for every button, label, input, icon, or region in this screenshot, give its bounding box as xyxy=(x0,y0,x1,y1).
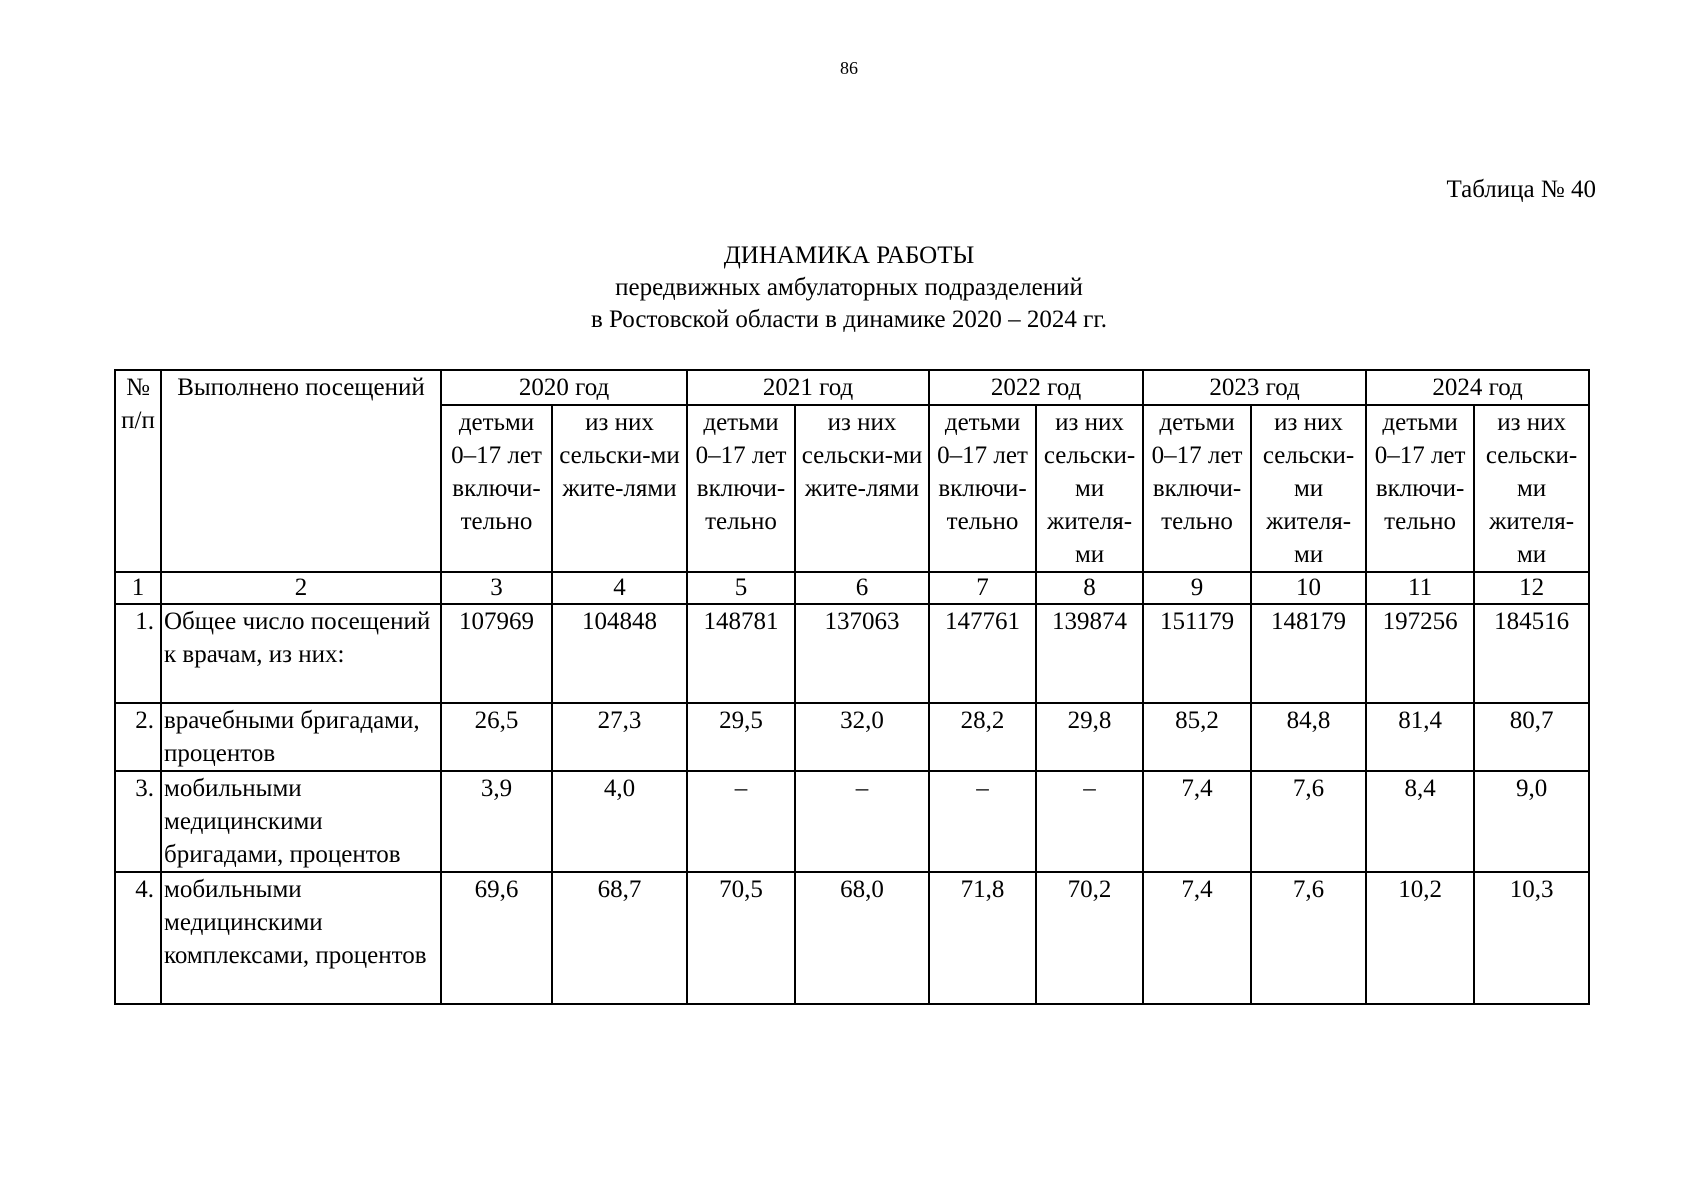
cell-value: 107969 xyxy=(441,604,552,703)
cell-value: 29,5 xyxy=(687,703,795,771)
cell-value: – xyxy=(929,771,1036,872)
row-number: 3. xyxy=(115,771,161,872)
cell-value: 26,5 xyxy=(441,703,552,771)
cell-value: 27,3 xyxy=(552,703,687,771)
column-number: 1 xyxy=(115,572,161,604)
cell-value: 7,6 xyxy=(1251,771,1366,872)
row-label: врачебными бригадами, процентов xyxy=(161,703,441,771)
cell-value: 7,4 xyxy=(1143,771,1251,872)
title-main: ДИНАМИКА РАБОТЫ xyxy=(723,242,975,269)
header-row-years xyxy=(115,370,1589,405)
table-row xyxy=(115,872,1589,1004)
cell-value: 29,8 xyxy=(1036,703,1143,771)
column-numbers-row xyxy=(115,572,1589,604)
cell-value: 8,4 xyxy=(1366,771,1474,872)
cell-value: 197256 xyxy=(1366,604,1474,703)
table-row xyxy=(115,703,1589,771)
cell-value: 70,2 xyxy=(1036,872,1143,1004)
cell-value: 7,6 xyxy=(1251,872,1366,1004)
cell-value: 68,7 xyxy=(552,872,687,1004)
column-number: 8 xyxy=(1036,572,1143,604)
cell-value: – xyxy=(1036,771,1143,872)
cell-value: 32,0 xyxy=(795,703,929,771)
table-label: Таблица № 40 xyxy=(1446,176,1596,203)
cell-value: 139874 xyxy=(1036,604,1143,703)
row-label: мобильными медицинскими бригадами, процентов xyxy=(161,771,441,872)
column-number: 6 xyxy=(795,572,929,604)
header-rural-2023: из них сельски-ми жителя-ми xyxy=(1251,405,1366,572)
header-year-2021: 2021 год xyxy=(687,370,929,405)
title-subtitle-line-2: в Ростовской области в динамике 2020 – 2024 гг. xyxy=(590,306,1108,333)
cell-value: 3,9 xyxy=(441,771,552,872)
data-table xyxy=(114,369,1590,1005)
header-year-2024: 2024 год xyxy=(1366,370,1589,405)
cell-value: – xyxy=(687,771,795,872)
cell-value: 10,2 xyxy=(1366,872,1474,1004)
cell-value: 137063 xyxy=(795,604,929,703)
header-rural-2024: из них сельски-ми жителя-ми xyxy=(1474,405,1589,572)
cell-value: 80,7 xyxy=(1474,703,1589,771)
cell-value: – xyxy=(795,771,929,872)
header-children-2021: детьми 0–17 лет включи-тельно xyxy=(687,405,795,572)
row-label: Общее число посещений к врачам, из них: xyxy=(161,604,441,703)
column-number: 9 xyxy=(1143,572,1251,604)
cell-value: 4,0 xyxy=(552,771,687,872)
header-no: № п/п xyxy=(115,370,161,572)
cell-value: 148179 xyxy=(1251,604,1366,703)
cell-value: 81,4 xyxy=(1366,703,1474,771)
cell-value: 28,2 xyxy=(929,703,1036,771)
column-number: 7 xyxy=(929,572,1036,604)
cell-value: 151179 xyxy=(1143,604,1251,703)
cell-value: 71,8 xyxy=(929,872,1036,1004)
header-rural-2022: из них сельски-ми жителя-ми xyxy=(1036,405,1143,572)
cell-value: 104848 xyxy=(552,604,687,703)
cell-value: 184516 xyxy=(1474,604,1589,703)
page-number: 86 xyxy=(840,58,858,78)
cell-value: 7,4 xyxy=(1143,872,1251,1004)
row-label: мобильными медицинскими комплексами, процентов xyxy=(161,872,441,1004)
cell-value: 68,0 xyxy=(795,872,929,1004)
table-row xyxy=(115,604,1589,703)
header-year-2020: 2020 год xyxy=(441,370,687,405)
table-row xyxy=(115,771,1589,872)
row-number: 4. xyxy=(115,872,161,1004)
column-number: 3 xyxy=(441,572,552,604)
cell-value: 84,8 xyxy=(1251,703,1366,771)
cell-value: 69,6 xyxy=(441,872,552,1004)
cell-value: 147761 xyxy=(929,604,1036,703)
column-number: 2 xyxy=(161,572,441,604)
header-performed: Выполнено посещений xyxy=(161,370,441,572)
header-children-2023: детьми 0–17 лет включи-тельно xyxy=(1143,405,1251,572)
column-number: 11 xyxy=(1366,572,1474,604)
cell-value: 70,5 xyxy=(687,872,795,1004)
cell-value: 10,3 xyxy=(1474,872,1589,1004)
cell-value: 85,2 xyxy=(1143,703,1251,771)
header-children-2024: детьми 0–17 лет включи-тельно xyxy=(1366,405,1474,572)
table-title xyxy=(0,240,1698,336)
header-year-2023: 2023 год xyxy=(1143,370,1366,405)
header-children-2022: детьми 0–17 лет включи-тельно xyxy=(929,405,1036,572)
row-number: 1. xyxy=(115,604,161,703)
header-year-2022: 2022 год xyxy=(929,370,1143,405)
cell-value: 148781 xyxy=(687,604,795,703)
cell-value: 9,0 xyxy=(1474,771,1589,872)
column-number: 4 xyxy=(552,572,687,604)
column-number: 12 xyxy=(1474,572,1589,604)
header-rural-2021: из них сельски-ми жите-лями xyxy=(795,405,929,572)
header-rural-2020: из них сельски-ми жите-лями xyxy=(552,405,687,572)
title-subtitle-line-1: передвижных амбулаторных подразделений xyxy=(615,274,1083,301)
column-number: 10 xyxy=(1251,572,1366,604)
header-children-2020: детьми 0–17 лет включи-тельно xyxy=(441,405,552,572)
row-number: 2. xyxy=(115,703,161,771)
column-number: 5 xyxy=(687,572,795,604)
